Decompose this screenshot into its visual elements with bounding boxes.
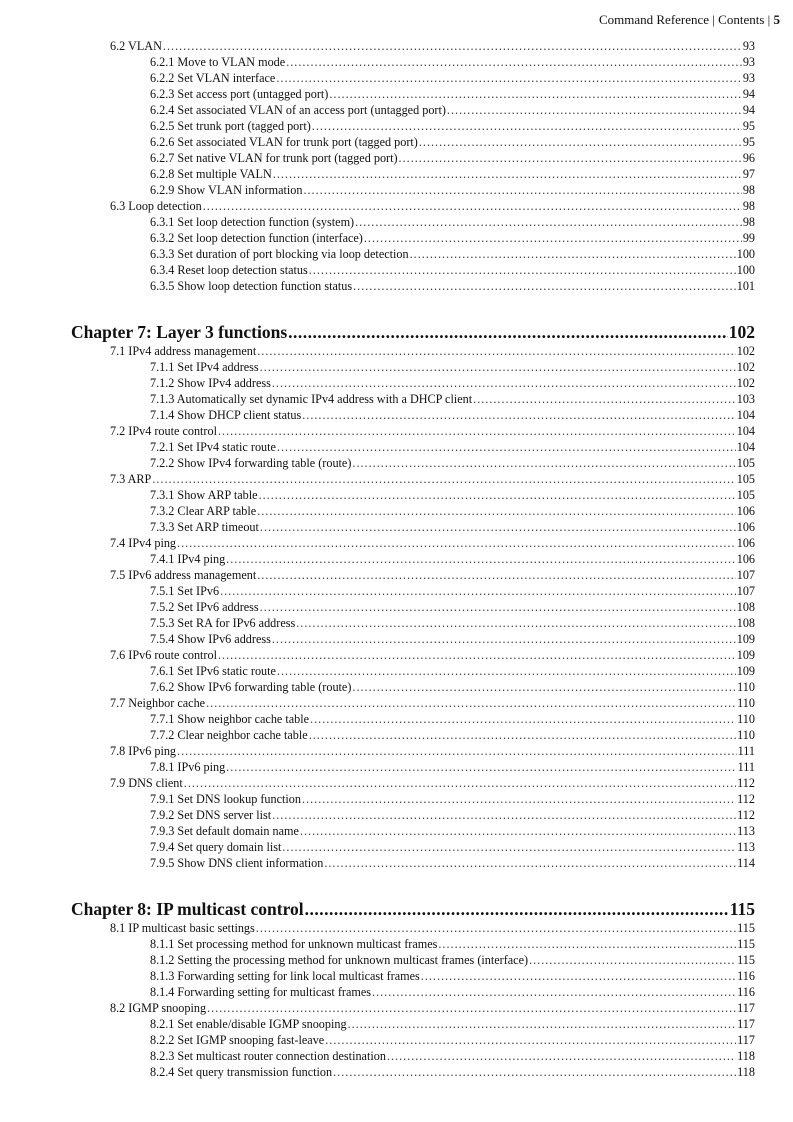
toc-entry-title: 7.9.4 Set query domain list (150, 840, 282, 854)
dot-leader (273, 166, 742, 182)
toc-entry[interactable] (71, 695, 755, 711)
dot-leader (447, 102, 742, 118)
toc-entry[interactable] (71, 262, 755, 278)
toc-entry-title: 7.1.4 Show DHCP client status (150, 408, 302, 422)
toc-entry-page: 95 (742, 135, 755, 149)
dot-leader (309, 262, 736, 278)
dot-leader (163, 38, 742, 54)
toc-entry-page: 95 (742, 119, 755, 133)
toc-entry[interactable] (71, 38, 755, 54)
toc-entry[interactable] (71, 663, 755, 679)
toc-entry-page: 112 (737, 776, 755, 790)
dot-leader (399, 150, 742, 166)
dot-leader (310, 711, 736, 727)
toc-entry-page: 110 (737, 712, 755, 726)
toc-entry-title: 6.2.4 Set associated VLAN of an access port (untagged port) (150, 103, 446, 117)
toc-entry[interactable] (71, 984, 755, 1000)
toc-entry[interactable] (71, 487, 755, 503)
toc-entry[interactable] (71, 823, 755, 839)
toc-entry-page: 93 (742, 39, 755, 53)
toc-entry-title: 7.4 IPv4 ping (110, 536, 177, 550)
dot-leader (257, 503, 736, 519)
toc-entry-page: 110 (737, 696, 755, 710)
toc-entry[interactable] (71, 615, 755, 631)
toc-entry-title: 7.2.1 Set IPv4 static route (150, 440, 276, 454)
toc-entry-page: 100 (736, 247, 755, 261)
dot-leader (177, 743, 737, 759)
header-text: Command Reference | Contents | (598, 12, 774, 27)
dot-leader (438, 936, 736, 952)
dot-leader (303, 182, 741, 198)
toc-entry-title: 7.1.3 Automatically set dynamic IPv4 address with a DHCP client (150, 392, 473, 406)
toc-entry-page: 102 (736, 360, 755, 374)
toc-entry[interactable] (71, 567, 755, 583)
toc-entry-title: Chapter 7: Layer 3 functions (71, 322, 288, 342)
dot-leader (372, 984, 736, 1000)
dot-leader (302, 407, 736, 423)
toc-entry[interactable] (71, 711, 755, 727)
toc-entry-title: 7.3 ARP (110, 472, 152, 486)
toc-entry[interactable] (71, 407, 755, 423)
toc-entry-page: 99 (742, 231, 755, 245)
toc-entry-page: 109 (736, 664, 755, 678)
toc-entry-page: 117 (737, 1001, 755, 1015)
toc-entry-page: 109 (736, 648, 755, 662)
toc-entry[interactable] (71, 86, 755, 102)
toc-entry-page: 114 (737, 856, 755, 870)
toc-entry[interactable] (71, 759, 755, 775)
toc-entry[interactable] (71, 1048, 755, 1064)
toc-entry[interactable] (71, 214, 755, 230)
toc-entry-page: 103 (736, 392, 755, 406)
toc-entry-page: 108 (736, 616, 755, 630)
dot-leader (302, 791, 736, 807)
toc-entry-page: 115 (737, 953, 755, 967)
toc-entry[interactable] (71, 134, 755, 150)
toc-entry-title: 7.1 IPv4 address management (110, 344, 257, 358)
dot-leader (324, 855, 736, 871)
toc-entry[interactable] (71, 920, 755, 936)
toc-entry-page: 105 (736, 488, 755, 502)
toc-entry[interactable] (71, 631, 755, 647)
dot-leader (277, 439, 736, 455)
toc-entry-title: 7.2.2 Show IPv4 forwarding table (route) (150, 456, 352, 470)
toc-entry-page: 112 (737, 792, 755, 806)
toc-entry-title: 7.9 DNS client (110, 776, 183, 790)
toc-entry-title: 7.3.1 Show ARP table (150, 488, 258, 502)
dot-leader (364, 230, 742, 246)
toc-entry-page: 106 (736, 520, 755, 534)
toc-entry-page: 106 (736, 552, 755, 566)
toc-entry-title: 7.4.1 IPv4 ping (150, 552, 226, 566)
dot-leader (333, 1064, 736, 1080)
toc-entry[interactable] (71, 1064, 755, 1080)
toc-entry-page: 109 (736, 632, 755, 646)
dot-leader (256, 920, 736, 936)
dot-leader (348, 1016, 737, 1032)
dot-leader (410, 246, 736, 262)
toc-entry[interactable] (71, 102, 755, 118)
toc-entry-title: 7.6.1 Set IPv6 static route (150, 664, 276, 678)
toc-entry[interactable] (71, 182, 755, 198)
dot-leader (272, 375, 736, 391)
toc-entry-title: 6.3.4 Reset loop detection status (150, 263, 308, 277)
toc-entry-page: 94 (742, 87, 755, 101)
toc-entry[interactable] (71, 118, 755, 134)
toc-entry-page: 115 (729, 899, 755, 919)
toc-entry[interactable] (71, 423, 755, 439)
header-page-number: 5 (773, 12, 780, 27)
dot-leader (353, 278, 736, 294)
toc-entry-page: 117 (737, 1033, 755, 1047)
dot-leader (286, 54, 742, 70)
table-of-contents (71, 38, 755, 1080)
toc-entry-page: 106 (736, 536, 755, 550)
dot-leader (352, 679, 736, 695)
toc-entry-page: 104 (736, 440, 755, 454)
dot-leader (419, 134, 742, 150)
toc-entry-page: 116 (737, 969, 755, 983)
dot-leader (152, 471, 735, 487)
toc-entry-page: 118 (737, 1065, 755, 1079)
toc-entry-title: 7.9.5 Show DNS client information (150, 856, 324, 870)
toc-entry-title: 7.3.2 Clear ARP table (150, 504, 257, 518)
toc-entry[interactable] (71, 375, 755, 391)
toc-entry-title: 6.3 Loop detection (110, 199, 202, 213)
toc-entry-page: 107 (736, 568, 755, 582)
toc-entry-title: 7.7 Neighbor cache (110, 696, 206, 710)
toc-entry-page: 93 (742, 71, 755, 85)
toc-entry-title: 7.5 IPv6 address management (110, 568, 257, 582)
toc-entry-title: 6.2.9 Show VLAN information (150, 183, 303, 197)
toc-entry-title: 7.5.2 Set IPv6 address (150, 600, 259, 614)
toc-entry-title: 8.2.1 Set enable/disable IGMP snooping (150, 1017, 347, 1031)
dot-leader (226, 551, 736, 567)
toc-entry-page: 113 (737, 840, 755, 854)
toc-entry-title: 8.1 IP multicast basic settings (110, 921, 255, 935)
toc-entry-page: 98 (742, 183, 755, 197)
toc-entry-title: 8.1.3 Forwarding setting for link local multicast frames (150, 969, 420, 983)
toc-entry[interactable] (71, 54, 755, 70)
toc-chapter-entry[interactable] (71, 898, 755, 920)
dot-leader (226, 759, 736, 775)
toc-entry-title: 7.7.1 Show neighbor cache table (150, 712, 310, 726)
toc-entry-title: 7.9.1 Set DNS lookup function (150, 792, 301, 806)
toc-entry[interactable] (71, 1032, 755, 1048)
toc-entry-page: 105 (736, 456, 755, 470)
toc-entry-title: 8.1.2 Setting the processing method for unknown multicast frames (interface) (150, 953, 529, 967)
toc-entry[interactable] (71, 343, 755, 359)
toc-entry-page: 97 (742, 167, 755, 181)
toc-entry-title: 7.6 IPv6 route control (110, 648, 217, 662)
dot-leader (312, 118, 742, 134)
toc-entry[interactable] (71, 150, 755, 166)
toc-entry-page: 108 (736, 600, 755, 614)
toc-entry-page: 110 (737, 728, 755, 742)
toc-entry-title: 7.1.2 Show IPv4 address (150, 376, 271, 390)
toc-entry[interactable] (71, 198, 755, 214)
dot-leader (177, 535, 736, 551)
toc-chapter-entry[interactable] (71, 321, 755, 343)
toc-entry-page: 116 (737, 985, 755, 999)
toc-entry[interactable] (71, 278, 755, 294)
toc-entry-page: 98 (742, 199, 755, 213)
toc-entry-title: 6.3.2 Set loop detection function (interface) (150, 231, 363, 245)
toc-entry[interactable] (71, 1016, 755, 1032)
toc-entry-title: 7.8 IPv6 ping (110, 744, 177, 758)
toc-entry-title: 8.1.1 Set processing method for unknown multicast frames (150, 937, 438, 951)
toc-entry-page: 101 (736, 279, 755, 293)
toc-entry[interactable] (71, 551, 755, 567)
toc-entry[interactable] (71, 503, 755, 519)
toc-entry[interactable] (71, 952, 755, 968)
dot-leader (206, 695, 736, 711)
toc-entry[interactable] (71, 1000, 755, 1016)
toc-entry-page: 111 (737, 760, 755, 774)
toc-entry-page: 106 (736, 504, 755, 518)
dot-leader (259, 487, 736, 503)
toc-entry[interactable] (71, 679, 755, 695)
dot-leader (272, 807, 736, 823)
toc-entry-title: 6.2.3 Set access port (untagged port) (150, 87, 329, 101)
toc-entry[interactable] (71, 968, 755, 984)
dot-leader (207, 1000, 736, 1016)
toc-entry-title: 8.2.4 Set query transmission function (150, 1065, 333, 1079)
toc-entry-page: 113 (737, 824, 755, 838)
toc-entry[interactable] (71, 807, 755, 823)
toc-entry-title: 7.1.1 Set IPv4 address (150, 360, 259, 374)
toc-entry[interactable] (71, 936, 755, 952)
toc-entry[interactable] (71, 359, 755, 375)
toc-entry[interactable] (71, 166, 755, 182)
toc-entry[interactable] (71, 727, 755, 743)
toc-entry-page: 93 (742, 55, 755, 69)
toc-entry-page: 96 (742, 151, 755, 165)
toc-entry-title: 6.2.5 Set trunk port (tagged port) (150, 119, 311, 133)
toc-entry-title: 6.3.3 Set duration of port blocking via loop detection (150, 247, 409, 261)
toc-entry-page: 104 (736, 424, 755, 438)
toc-entry-title: 6.2 VLAN (110, 39, 162, 53)
toc-entry-title: 6.3.1 Set loop detection function (system) (150, 215, 355, 229)
toc-entry-page: 102 (736, 376, 755, 390)
toc-entry-page: 105 (736, 472, 755, 486)
dot-leader (260, 599, 736, 615)
dot-leader (218, 423, 736, 439)
toc-entry-title: 7.2 IPv4 route control (110, 424, 217, 438)
dot-leader (305, 898, 729, 920)
toc-entry-title: 6.3.5 Show loop detection function status (150, 279, 353, 293)
dot-leader (257, 343, 736, 359)
toc-entry-title: 6.2.7 Set native VLAN for trunk port (tagged port) (150, 151, 398, 165)
toc-entry[interactable] (71, 246, 755, 262)
toc-entry-page: 112 (737, 808, 755, 822)
dot-leader (387, 1048, 736, 1064)
dot-leader (296, 615, 735, 631)
toc-entry-title: 7.8.1 IPv6 ping (150, 760, 226, 774)
dot-leader (355, 214, 742, 230)
toc-entry[interactable] (71, 775, 755, 791)
dot-leader (288, 321, 728, 343)
dot-leader (352, 455, 735, 471)
toc-entry-page: 118 (737, 1049, 755, 1063)
dot-leader (421, 968, 736, 984)
toc-entry[interactable] (71, 535, 755, 551)
toc-entry-title: 8.1.4 Forwarding setting for multicast frames (150, 985, 372, 999)
toc-entry[interactable] (71, 583, 755, 599)
dot-leader (272, 631, 736, 647)
dot-leader (473, 391, 736, 407)
toc-entry-page: 94 (742, 103, 755, 117)
toc-entry-title: 6.2.2 Set VLAN interface (150, 71, 276, 85)
toc-entry-page: 111 (737, 744, 755, 758)
toc-entry-page: 107 (736, 584, 755, 598)
toc-entry[interactable] (71, 791, 755, 807)
toc-entry[interactable] (71, 439, 755, 455)
dot-leader (260, 519, 736, 535)
toc-entry-title: 8.2 IGMP snooping (110, 1001, 207, 1015)
dot-leader (276, 70, 741, 86)
toc-entry[interactable] (71, 391, 755, 407)
toc-entry-title: 6.2.6 Set associated VLAN for trunk port (tagged port) (150, 135, 418, 149)
dot-leader (257, 567, 736, 583)
toc-entry-page: 115 (737, 937, 755, 951)
dot-leader (260, 359, 736, 375)
toc-entry-page: 110 (737, 680, 755, 694)
dot-leader (300, 823, 736, 839)
toc-entry[interactable] (71, 743, 755, 759)
dot-leader (220, 583, 736, 599)
toc-entry-page: 102 (728, 322, 755, 342)
toc-entry[interactable] (71, 839, 755, 855)
toc-entry[interactable] (71, 519, 755, 535)
running-header (599, 12, 780, 28)
toc-entry-page: 104 (736, 408, 755, 422)
toc-entry-title: 8.2.2 Set IGMP snooping fast-leave (150, 1033, 325, 1047)
toc-entry[interactable] (71, 455, 755, 471)
toc-entry-title: 6.2.1 Move to VLAN mode (150, 55, 286, 69)
toc-entry-title: 6.2.8 Set multiple VALN (150, 167, 272, 181)
toc-entry-title: 7.5.4 Show IPv6 address (150, 632, 271, 646)
toc-entry-title: 7.3.3 Set ARP timeout (150, 520, 259, 534)
toc-entry[interactable] (71, 230, 755, 246)
dot-leader (203, 198, 742, 214)
toc-entry-title: 7.5.1 Set IPv6 (150, 584, 220, 598)
toc-entry-page: 98 (742, 215, 755, 229)
toc-entry[interactable] (71, 855, 755, 871)
dot-leader (277, 663, 736, 679)
toc-entry-title: 7.9.3 Set default domain name (150, 824, 299, 838)
toc-entry-title: 7.7.2 Clear neighbor cache table (150, 728, 308, 742)
toc-entry-title: 8.2.3 Set multicast router connection destination (150, 1049, 386, 1063)
dot-leader (218, 647, 736, 663)
toc-entry-title: 7.6.2 Show IPv6 forwarding table (route) (150, 680, 352, 694)
dot-leader (184, 775, 736, 791)
toc-entry[interactable] (71, 599, 755, 615)
dot-leader (529, 952, 736, 968)
dot-leader (325, 1032, 736, 1048)
toc-entry[interactable] (71, 647, 755, 663)
dot-leader (282, 839, 736, 855)
toc-entry-title: Chapter 8: IP multicast control (71, 899, 304, 919)
toc-entry[interactable] (71, 70, 755, 86)
dot-leader (329, 86, 741, 102)
toc-entry-page: 100 (736, 263, 755, 277)
toc-entry-page: 117 (737, 1017, 755, 1031)
toc-entry[interactable] (71, 471, 755, 487)
toc-entry-page: 102 (736, 344, 755, 358)
toc-entry-title: 7.5.3 Set RA for IPv6 address (150, 616, 296, 630)
dot-leader (309, 727, 736, 743)
toc-entry-page: 115 (737, 921, 755, 935)
toc-entry-title: 7.9.2 Set DNS server list (150, 808, 272, 822)
